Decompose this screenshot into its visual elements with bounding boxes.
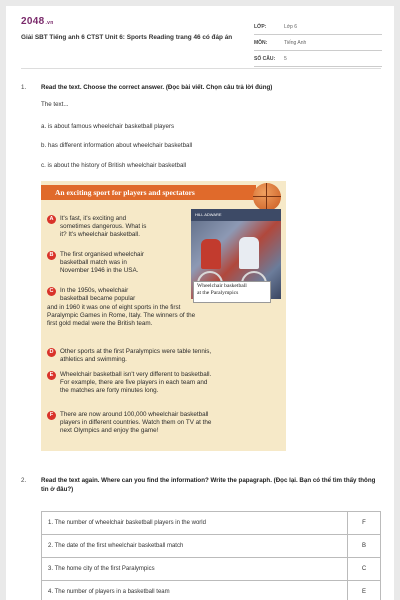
option-a: a. is about famous wheelchair basketball players [41,123,175,130]
row-answer: B [348,535,381,558]
player-red [201,239,221,269]
arena-banner: HILL ADWARE [191,209,281,221]
row-text: 2. The date of the first wheelchair basketball match [42,535,348,558]
meta-row-class: LỚP: Lớp 6 [254,20,382,35]
row-text: 3. The home city of the first Paralympics [42,558,348,581]
question-number: 1. [21,84,27,91]
player-white [239,237,259,269]
meta-row-count: SỐ CÂU: 5 [254,52,382,67]
table-row [42,581,381,600]
question-text: Read the text again. Where can you find the information? Write the papagraph. (Đọc lại. Bạn có thể tìm thấy thông tin ở đâu?) [41,477,376,493]
question-number: 2. [21,477,27,484]
document-page [6,6,394,600]
row-answer: C [348,558,381,581]
textbook-banner: An exciting sport for players and spectators [41,185,256,200]
question-text: Read the text. Choose the correct answer. (Đọc bài viết. Chọn câu trả lời đúng) [41,84,273,91]
answer-table [41,511,381,600]
document-title: Giải SBT Tiếng anh 6 CTST Unit 6: Sports Reading trang 46 có đáp án [21,34,233,41]
header-divider [21,68,381,69]
table-row [42,535,381,558]
row-text: 4. The number of players in a basketball team [42,581,348,600]
site-logo[interactable]: 2048.vn [21,16,54,27]
table-row [42,558,381,581]
option-b: b. has different information about wheelchair basketball [41,142,193,149]
meta-row-subject: MÔN: Tiếng Anh [254,36,382,51]
row-answer: F [348,512,381,535]
photo-caption: Wheelchair basketball at the Paralympics [193,281,271,303]
question-lead: The text... [41,101,69,108]
document-header [6,6,394,64]
textbook-image: An exciting sport for players and spectators HILL ADWARE Wheelchair basketball at the Paralympics A It's fast, it's exciting and sometimes dangerous. What is it? It's wheelchair basketball. B The first organised wheelchair basketball match was in November 1946 in the USA. C In the 1950s, wheelchair basketball became popular and in 1960 it was one of eight sports in the first Paralympic Games in Rome, Italy. The winners of the first gold medal were the British team. D Other sports at the first Paralympics were table tennis, athletics and swimming. E Wheelchair basketball isn't very different to basketball. For example, there are five players in each team and the matches are forty minutes long. F There are now around 100,000 wheelchair basketball players in different countries. Watch them on TV at the next Olympics and enjoy the game! [41,181,286,451]
row-text: 1. The number of wheelchair basketball players in the world [42,512,348,535]
row-answer: E [348,581,381,600]
table-row [42,512,381,535]
option-c: c. is about the history of British wheelchair basketball [41,162,187,169]
basketball-icon [253,183,281,211]
